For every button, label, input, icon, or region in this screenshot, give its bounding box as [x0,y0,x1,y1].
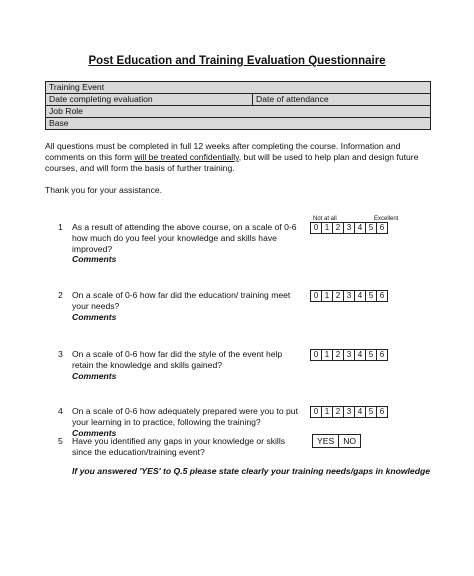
rating-option[interactable]: 1 [322,223,333,234]
date-attendance-field[interactable]: Date of attendance [253,94,431,106]
course-info-table [45,81,431,130]
page-title: Post Education and Training Evaluation Questionnaire [88,55,386,67]
yes-option[interactable]: YES [313,435,339,448]
q5-follow-up-note: If you answered 'YES' to Q.5 please state clearly your training needs/gaps in knowledge [72,466,430,476]
rating-option[interactable]: 1 [322,350,333,361]
question-text: As a result of attending the above course, on a scale of 0-6 how much do you feel your knowledge and skills have improved? [72,222,297,254]
rating-scale-q3 [310,349,388,361]
comments-label: Comments [72,311,117,322]
question-number: 5 [58,436,63,446]
rating-option[interactable]: 4 [355,407,366,418]
rating-option[interactable]: 1 [322,291,333,302]
scale-high-label: Excellent [374,216,399,222]
rating-option[interactable]: 5 [366,350,377,361]
rating-option[interactable]: 6 [377,407,388,418]
rating-option[interactable]: 2 [333,291,344,302]
rating-option[interactable]: 3 [344,223,355,234]
rating-option[interactable]: 6 [377,291,388,302]
base-field[interactable]: Base [46,118,431,130]
rating-option[interactable]: 3 [344,291,355,302]
intro-text-2: , but will be used to help plan and design future courses, and will form the basis of further training. [45,152,419,174]
rating-option[interactable]: 6 [377,350,388,361]
rating-option[interactable]: 3 [344,407,355,418]
intro-text-1: All questions must be completed in full 12 weeks after completing the course. Information and comments on this form [45,141,401,163]
training-event-field[interactable]: Training Event [46,82,431,94]
instructions-paragraph [45,141,440,175]
question-text: On a scale of 0-6 how adequately prepared were you to put your learning in to practice, following the training? [72,406,298,427]
rating-option[interactable]: 1 [322,407,333,418]
question-number: 4 [58,406,63,416]
comments-label: Comments [72,427,117,438]
rating-option[interactable]: 2 [333,350,344,361]
thanks-text: Thank you for your assistance. [45,185,163,195]
rating-option[interactable]: 0 [311,407,322,418]
question-text: On a scale of 0-6 how far did the education/ training meet your needs? [72,290,291,311]
scale-low-label: Not at all [313,216,337,222]
rating-option[interactable]: 5 [366,223,377,234]
rating-option[interactable]: 5 [366,407,377,418]
date-completing-field[interactable]: Date completing evaluation [46,94,253,106]
rating-option[interactable]: 3 [344,350,355,361]
no-option[interactable]: NO [339,435,361,448]
rating-option[interactable]: 0 [311,223,322,234]
comments-label: Comments [72,254,117,265]
question-text: Have you identified any gaps in your knowledge or skills since the education/training event? [72,436,286,457]
rating-scale-q1 [310,222,388,234]
job-role-field[interactable]: Job Role [46,106,431,118]
rating-option[interactable]: 2 [333,407,344,418]
rating-scale-q2 [310,290,388,302]
question-number: 2 [58,290,63,300]
rating-scale-q4 [310,406,388,418]
yes-no-selector [312,434,361,448]
rating-option[interactable]: 4 [355,291,366,302]
rating-option[interactable]: 5 [366,291,377,302]
question-text: On a scale of 0-6 how far did the style of the event help retain the knowledge and skills gained? [72,349,283,370]
question-number: 1 [58,222,63,232]
rating-option[interactable]: 0 [311,350,322,361]
rating-option[interactable]: 6 [377,223,388,234]
rating-option[interactable]: 4 [355,223,366,234]
rating-option[interactable]: 0 [311,291,322,302]
comments-label: Comments [72,370,117,381]
rating-option[interactable]: 2 [333,223,344,234]
confidential-text: will be treated confidentially [134,152,239,163]
question-number: 3 [58,349,63,359]
rating-option[interactable]: 4 [355,350,366,361]
